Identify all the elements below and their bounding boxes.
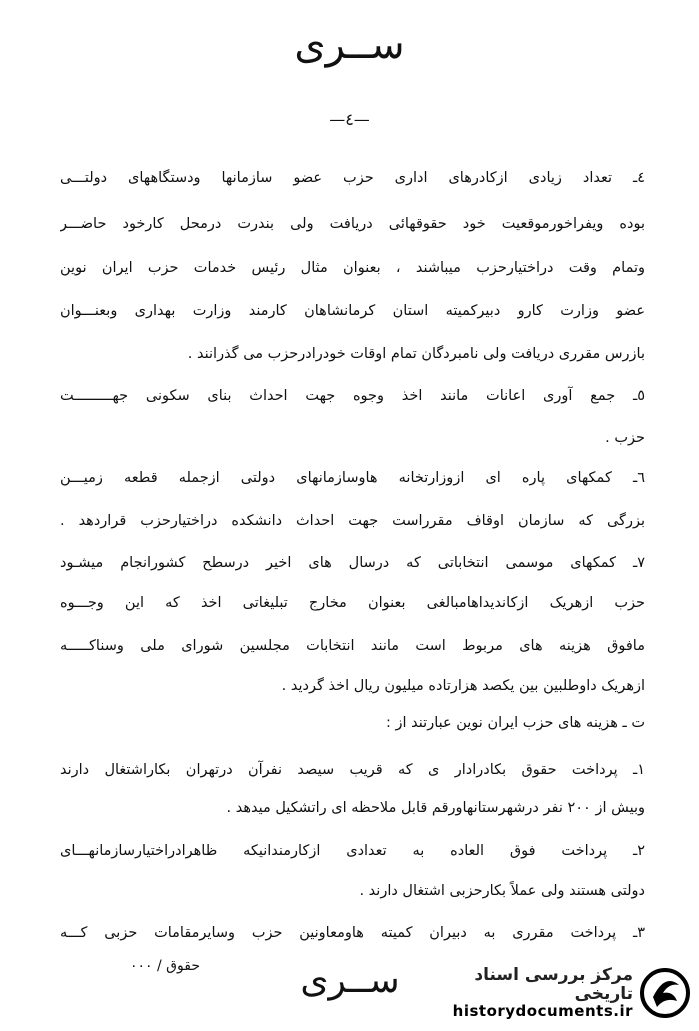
archive-logo — [441, 963, 691, 1023]
section-heading: ت ـ هزینه های حزب ایران نوین عبارتند از : — [386, 715, 645, 731]
continuation-note: حقوق / ٠٠٠ — [130, 958, 201, 974]
archive-logo-icon — [639, 967, 691, 1019]
text-line: وتمام وقت دراختیارحزب میباشند ، بعنوان مثال رئیس خدمات حزب ایران نوین — [60, 260, 645, 276]
text-line: عضو وزارت کارو دبیرکمیته استان کرمانشاهان کارمند وزارت بهداری وبعنـــوان — [60, 303, 645, 319]
text-line: ٧ـ کمکهای موسمی انتخاباتی که درسال های اخیر درسطح کشورانجام میشـود — [60, 555, 645, 571]
text-line: ٢ـ پرداخت فوق العاده به تعدادی ازکارمندانیکه ظاهرادراختیارسازمانهـــای — [60, 843, 645, 859]
text-line: وبیش از ٢٠٠ نفر درشهرستانهاورقم قابل ملاحظه ای راتشکیل میدهد . — [226, 800, 645, 816]
classification-stamp-top: ســری — [294, 22, 405, 68]
text-line: ٤ـ تعداد زیادی ازکادرهای اداری حزب عضو سازمانها ودستگاههای دولتـــی — [60, 170, 645, 186]
logo-text — [441, 966, 633, 1020]
text-line: مافوق هزینه های مربوط است مانند انتخابات مجلسین شورای ملی وسناکـــــه — [60, 638, 645, 654]
page-number: —٤— — [329, 110, 370, 129]
text-line: بزرگی که سازمان اوقاف مقرراست جهت احداث دانشکده دراختیارحزب قراردهد . — [60, 513, 645, 529]
text-line: ٦ـ کمکهای پاره ای ازوزارتخانه هاوسازمانهای دولتی ازجمله قطعه زمیـــن — [60, 470, 645, 486]
logo-text-en: historydocuments.ir — [452, 1002, 633, 1021]
text-line: حزب . — [605, 430, 645, 446]
text-line: بازرس مقرری دریافت ولی نامبردگان تمام اوقات خودرادرحزب می گذرانند . — [187, 346, 645, 362]
text-line: ١ـ پرداخت حقوق بکادرادار ی که قریب سیصد نفرآن درتهران بکاراشتغال دارند — [60, 762, 645, 778]
logo-text-fa: مرکز بررسی اسناد تاریخی — [474, 965, 633, 1004]
classification-stamp-bottom: ســری — [300, 960, 400, 1001]
text-line: دولتی هستند ولی عملاً بکارحزبی اشتغال دارند . — [359, 883, 645, 899]
text-line: ٥ـ جمع آوری اعانات مانند اخذ وجوه جهت احداث بنای سکونی جهـــــــــت — [60, 388, 645, 404]
text-line: حزب ازهریک ازکاندیداهامبالغی بعنوان مخارج تبلیغاتی اخذ که این وجـــوه — [60, 595, 645, 611]
text-line: ازهریک داوطلبین بین یکصد هزارتاده میلیون ریال اخذ گردید . — [281, 678, 645, 694]
text-line: ٣ـ پرداخت مقرری به دبیران کمیته هاومعاونین حزب وسایرمقامات حزبی کـــه — [60, 925, 645, 941]
text-line: بوده ویفراخورموقعیت خود حقوقهائی دریافت ولی بندرت درمحل کارخود حاضـــر — [60, 216, 645, 232]
